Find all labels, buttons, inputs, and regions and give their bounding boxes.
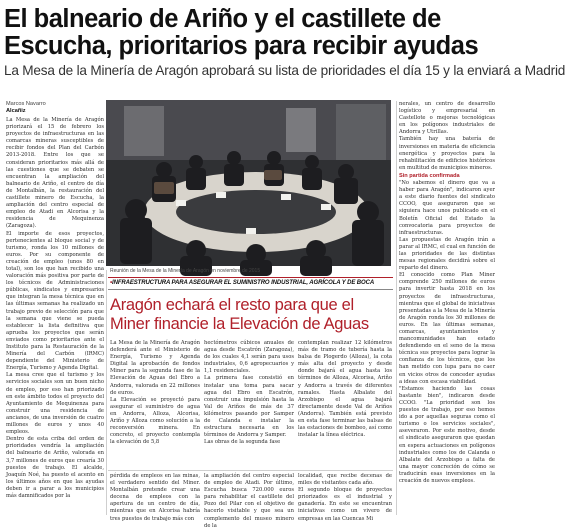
section-divider	[108, 470, 393, 471]
photo-caption: Reunión de la Mesa de la Minería de Aragón en noviembre de 2015	[110, 268, 261, 274]
section-label: •INFRAESTRUCTURA PARA ASEGURAR EL SUMINISTRO INDUSTRIAL, AGRÍCOLA Y DE BOCA	[110, 280, 375, 286]
meeting-illustration	[106, 100, 391, 266]
secondary-headline: Aragón echará el resto para que el Miner financie la Elevación de Aguas	[110, 296, 369, 333]
paragraph: hectómetros cúbicos anuales de agua desde Escatrón (Zaragoza), de los cuales 4,1 serán para usos industriales, 0,6 agropecuarios y 1,1 residenciales.	[204, 340, 294, 375]
paragraph: La primera fase consistió en instalar una toma para sacar agua del Ebro en Escatrón, construir una impulsión hasta la Val de Ariños de más de 37 kilómetros pasando por Samper de Calanda e instalar la estructura necesaria en los términos de Andorra y Samper.	[204, 375, 294, 439]
secondary-column-3	[298, 340, 392, 468]
headline-line-2: Escucha, prioritarios para recibir ayudas	[4, 32, 479, 60]
byline-author: Marcos Navarro	[6, 101, 46, 107]
secondary-column-1	[110, 340, 200, 468]
section-rule	[108, 277, 393, 278]
paragraph: contemplan realizar 12 kilómetros más de tramo de tubería hasta la balsa de Plogerdo (Alloza), la cota más alta del proyecto y desde donde bajará el agua hasta los términos de Alloza, Alcorisa, Ariño y Andorra a través de diferentes ramales. Hasta Albalate del Arzobispo el agua bajará directamente desde Val de Ariños (Andorra). También está previsto en esta fase terminar las balsas de las estaciones de bombeo, así como instalar la línea eléctrica.	[298, 340, 392, 439]
paragraph: la ampliación del centro especial de empleo de Atadi. Por último, Escucha busca 720.000 euros para rehabilitar el castillete del Pozo del Pilar con el objetivo de hacerlo visitable y que sea un complemento del museo minero de la	[204, 473, 294, 529]
paragraph: nerales, un centro de desarrollo logístico y empresarial en Castellote o mejoras tecnológicas en los polígonos industriales de Andorra y Utrillas.	[399, 101, 495, 136]
paragraph: Dentro de esta criba del orden de prioridades vendría la ampliación del balneario de Ariño, valorada en 3,7 millones de euros que crearía 30 puestos de trabajo. El alcalde, Joaquín Noé, ha puesto el acento en los últimos años en que las ayudas deben ir a parar a los municipios más damnificados por la	[6, 436, 104, 499]
byline-place: Alcañiz	[6, 108, 26, 114]
meeting-photo	[106, 100, 391, 266]
paragraph: También hay una batería de inversiones en materia de eficiencia energética y proyectos para la rehabilitación de edificios históricos en multitud de municipios mineros.	[399, 136, 495, 171]
paragraph: pérdida de empleos en las minas, el verdadero sentido del Miner. Montalbán pretende crear una decena de empleos con la apertura de un centro de día, mientras que en Alcorisa habría tres puestos de trabajo más con	[110, 473, 200, 522]
byline	[6, 101, 106, 115]
paragraph: localidad, que recibe decenas de miles de visitantes cada año.	[298, 473, 392, 487]
paragraph: La Elevación se proyectó para asegurar el suministro de agua en Andorra, Alloza, Alcorisa, Ariño y Alloza como solución a la reconversión minera. En concreto, el proyecto contempla la elevación de 5,8	[110, 396, 200, 446]
paragraph: "Estamos haciendo las cosas bastante bien", indicaron desde CCOO. "La prioridad son los puestos de trabajo, por eso hemos ido a por aquellas seguras como el turismo o los servicios sociales", aseveraron. Por este motivo, desde el sindicato aseguraron que quedan en espera actuaciones en polígonos industriales como los de Calanda o Albalate del Arzobispo a falta de una mayor concreción de cómo se traducirán esas inversiones en la creación de nuevos empleos.	[399, 385, 495, 484]
article-column-4	[399, 101, 495, 515]
paragraph: El importe de esos proyectos, pertenecientes al bloque social y de turismo, ronda los 10 millones de euros. Por su componente de creación de empleo (unos 80 en total), son los que han recibido una valoración más positiva por parte de los técnicos de Administraciones públicas, sindicatos y empresarios que integran la mesa técnica que en las últimas semanas ha realizado un trabajo previo de selección para que la semana que viene se pueda establecer la lista definitiva que aprueba los proyectos que serán enviados como prioritarios ante el Instituto para la Restauración de la Minería del Carbón (IRMC) dependiente del Ministerio de Energía, Turismo y Agenda Digital.	[6, 230, 104, 372]
main-headline	[4, 6, 496, 60]
main-continuation-col-2	[110, 473, 200, 522]
section-rule	[108, 289, 393, 290]
paragraph: "No sabemos el dinero que va a haber para Aragón", indicaron ayer a este diario fuentes del sindicato CCOO, que aseguraron que se siguiera hace unos publicado en el Boletín Oficial del Estado la convocatoria para proyectos de infraestructuras.	[399, 180, 495, 236]
main-continuation-col-4	[298, 473, 392, 522]
paragraph: La mesa cree que el turismo y los servicios sociales son un buen nicho de empleo, por eso han priorizado en este ámbito todos el proyecto del Ayuntamiento de Mequinenza para construir una residencia de ancianos, de una inversión de cuatro millones de euros y unos 40 empleos.	[6, 372, 104, 436]
section-subheading: Sin partida confirmada	[399, 172, 460, 179]
paragraph: La Mesa de la Minería de Aragón defenderá ante el Ministerio de Energía, Turismo y Agenda Digital la aprobación de fondos Miner para la segunda fase de la Elevación de Aguas del Ebro a Andorra, valorada en 22 millones de euros.	[110, 340, 200, 396]
paragraph: La Mesa de la Minería de Aragón priorizará el 15 de febrero los proyectos de infraestructuras en las comarcas mineras susceptibles de recibir fondos del Plan del Carbón 2013-2018. Entre los que se consideran prioritarios más allá de las cuestiones que se debaten se encuentran la ampliación del balneario de Ariño, el centro de día de Montalbán, la restauración del castillete minero de Escucha, la ampliación del centro especial de empleo de Atadi en Alcorisa y la residencia de Mequinenza (Zaragoza).	[6, 117, 104, 230]
paragraph: Las obras de la segunda fase	[204, 439, 281, 446]
secondary-column-2	[204, 340, 294, 468]
paragraph: Las propuestas de Aragón irán a parar al IRMC, el cual en función de las prioridades de las distintas mesas regionales decidirá sobre el reparto del dinero.	[399, 236, 495, 272]
paragraph: El segundo bloque de proyectos priorizados es el industrial y ganadería. En este se encuentran iniciativas como un vivero de empresas en las Cuencas Mi	[298, 487, 392, 522]
column-divider	[106, 270, 107, 515]
main-continuation-col-3	[204, 473, 294, 529]
paragraph: El conocido como Plan Miner comprende 250 millones de euros para invertir hasta 2018 en los proyectos de infraestructuras, mientras que el global de iniciativas presentadas a la Mesa de la Minería de Aragón ronda los 30 millones de euros. En las últimas semanas, comarcas, ayuntamientos y mancomunidades han estado defendiendo en el seno de la mesa técnica sus proyectos para lograr la confianza de los técnicos, que los han metido con lupa para no caer en vicios otros de conceder ayudas a ideas con escasa viabilidad.	[399, 272, 495, 385]
headline-line-1: El balneario de Ariño y el castillete de	[4, 5, 441, 33]
column-divider	[396, 101, 397, 515]
section-label-text: INFRAESTRUCTURA PARA ASEGURAR EL SUMINISTRO INDUSTRIAL, AGRÍCOLA Y DE BOCA	[112, 280, 375, 286]
subheadline: La Mesa de la Minería de Aragón aprobará su lista de prioridades el día 15 y la enviará a Madrid	[4, 63, 565, 78]
article-column-1	[6, 117, 104, 515]
